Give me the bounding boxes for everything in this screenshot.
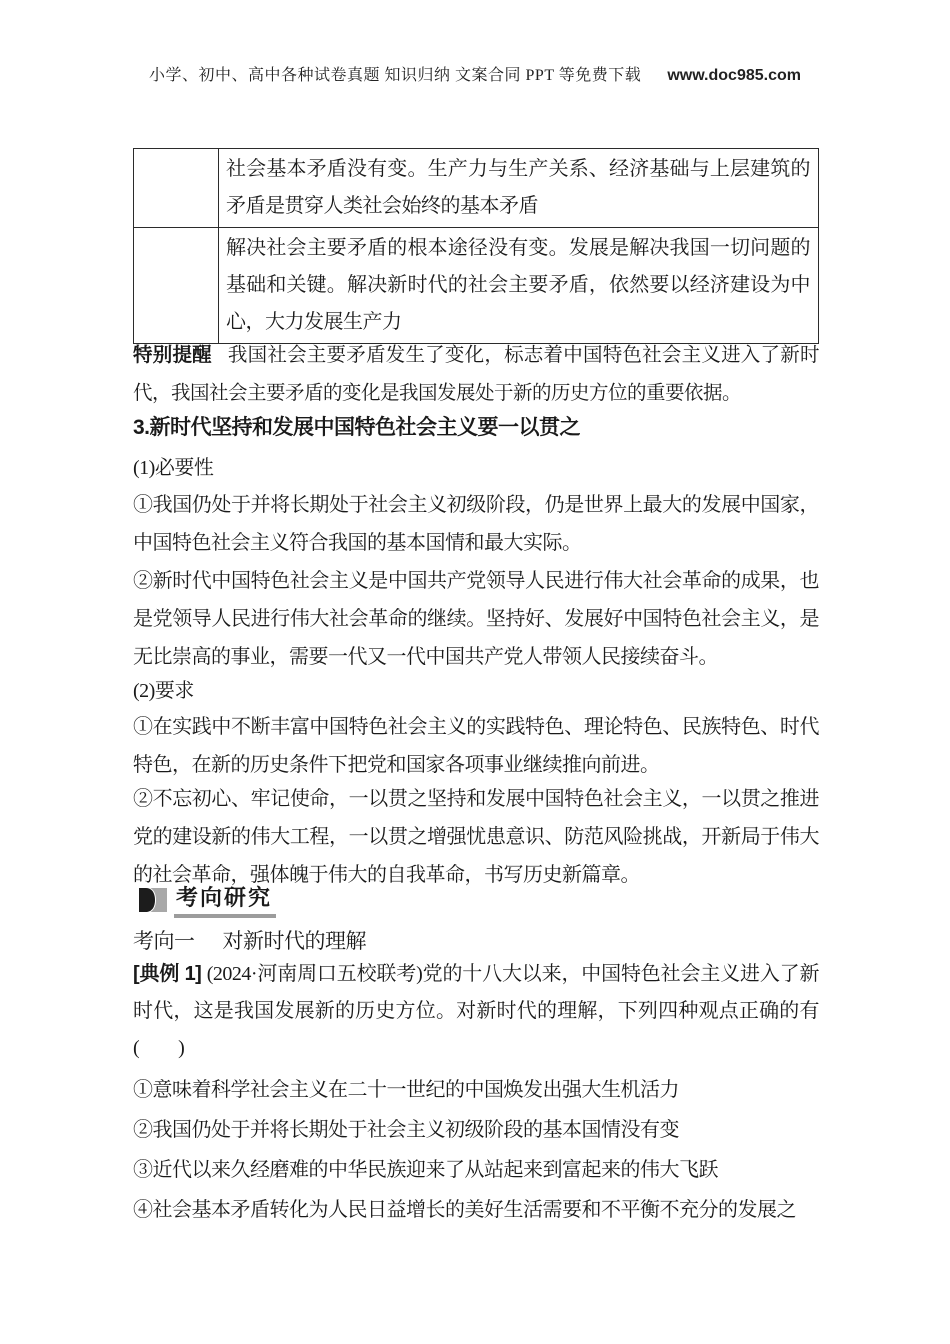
requirement-subtitle: (2)要求	[133, 680, 194, 702]
option-item: ③近代以来久经磨难的中华民族迎来了从站起来到富起来的伟大飞跃	[133, 1159, 718, 1181]
page-header	[0, 62, 950, 85]
example-question	[133, 956, 819, 1067]
header-services-text: 小学、初中、高中各种试卷真题 知识归纳 文案合同 PPT 等免费下载	[149, 67, 642, 84]
research-section-header	[137, 884, 276, 919]
header-site-url: www.doc985.com	[667, 67, 801, 84]
research-section-title: 考向研究	[174, 884, 276, 918]
exam-topic-title: 对新时代的理解	[222, 929, 366, 953]
requirement-point: ②不忘初心、牢记使命，一以贯之坚持和发展中国特色社会主义，一以贯之推进党的建设新的伟大工程，一以贯之增强忧患意识、防范风险挑战，开新局于伟大的社会革命，强体魄于伟大的自我革命，书写历史新篇章。	[133, 788, 819, 886]
exam-topic-label: 考向一	[133, 929, 195, 953]
special-reminder-label: 特别提醒	[133, 344, 212, 366]
example-tag: [典例 1]	[133, 963, 207, 985]
special-reminder-text: 我国社会主要矛盾发生了变化，标志着中国特色社会主义进入了新时代，我国社会主要矛盾的变化是我国发展处于新的历史方位的重要依据。	[133, 344, 819, 404]
example-question-text: 党的十八大以来，中国特色社会主义进入了新时代，这是我国发展新的历史方位。对新时代的理解，下列四种观点正确的有( )	[133, 963, 820, 1059]
necessity-point: ①我国仍处于并将长期处于社会主义初级阶段，仍是世界上最大的发展中国家，中国特色社会主义符合我国的基本国情和最大实际。	[133, 494, 819, 554]
table-row	[134, 149, 819, 228]
example-options	[133, 1070, 819, 1230]
option-item: ④社会基本矛盾转化为人民日益增长的美好生活需要和不平衡不充分的发展之	[133, 1199, 796, 1221]
requirement-point: ①在实践中不断丰富中国特色社会主义的实践特色、理论特色、民族特色、时代特色，在新的历史条件下把党和国家各项事业继续推向前进。	[133, 716, 819, 776]
table-row	[134, 228, 819, 344]
necessity-point: ②新时代中国特色社会主义是中国共产党领导人民进行伟大社会革命的成果，也是党领导人民进行伟大社会革命的继续。坚持好、发展好中国特色社会主义，是无比崇高的事业，需要一代又一代中国共产党人带领人民接续奋斗。	[133, 570, 819, 668]
table-row-label	[134, 228, 219, 344]
exam-topic-line	[133, 922, 819, 960]
table-row-content: 解决社会主要矛盾的根本途径没有变。发展是解决我国一切问题的基础和关键。解决新时代的社会主要矛盾，依然要以经济建设为中心，大力发展生产力	[219, 228, 819, 344]
necessity-subtitle: (1)必要性	[133, 457, 214, 479]
section-marker-icon	[137, 886, 167, 919]
summary-table	[133, 148, 819, 344]
special-reminder	[133, 336, 819, 412]
example-source: (2024·河南周口五校联考)	[206, 963, 423, 985]
table-row-label	[134, 149, 219, 228]
table-row-content: 社会基本矛盾没有变。生产力与生产关系、经济基础与上层建筑的矛盾是贯穿人类社会始终的基本矛盾	[219, 149, 819, 228]
option-item: ②我国仍处于并将长期处于社会主义初级阶段的基本国情没有变	[133, 1119, 679, 1141]
option-item: ①意味着科学社会主义在二十一世纪的中国焕发出强大生机活力	[133, 1079, 679, 1101]
section-heading: 3.新时代坚持和发展中国特色社会主义要一以贯之	[133, 416, 581, 439]
